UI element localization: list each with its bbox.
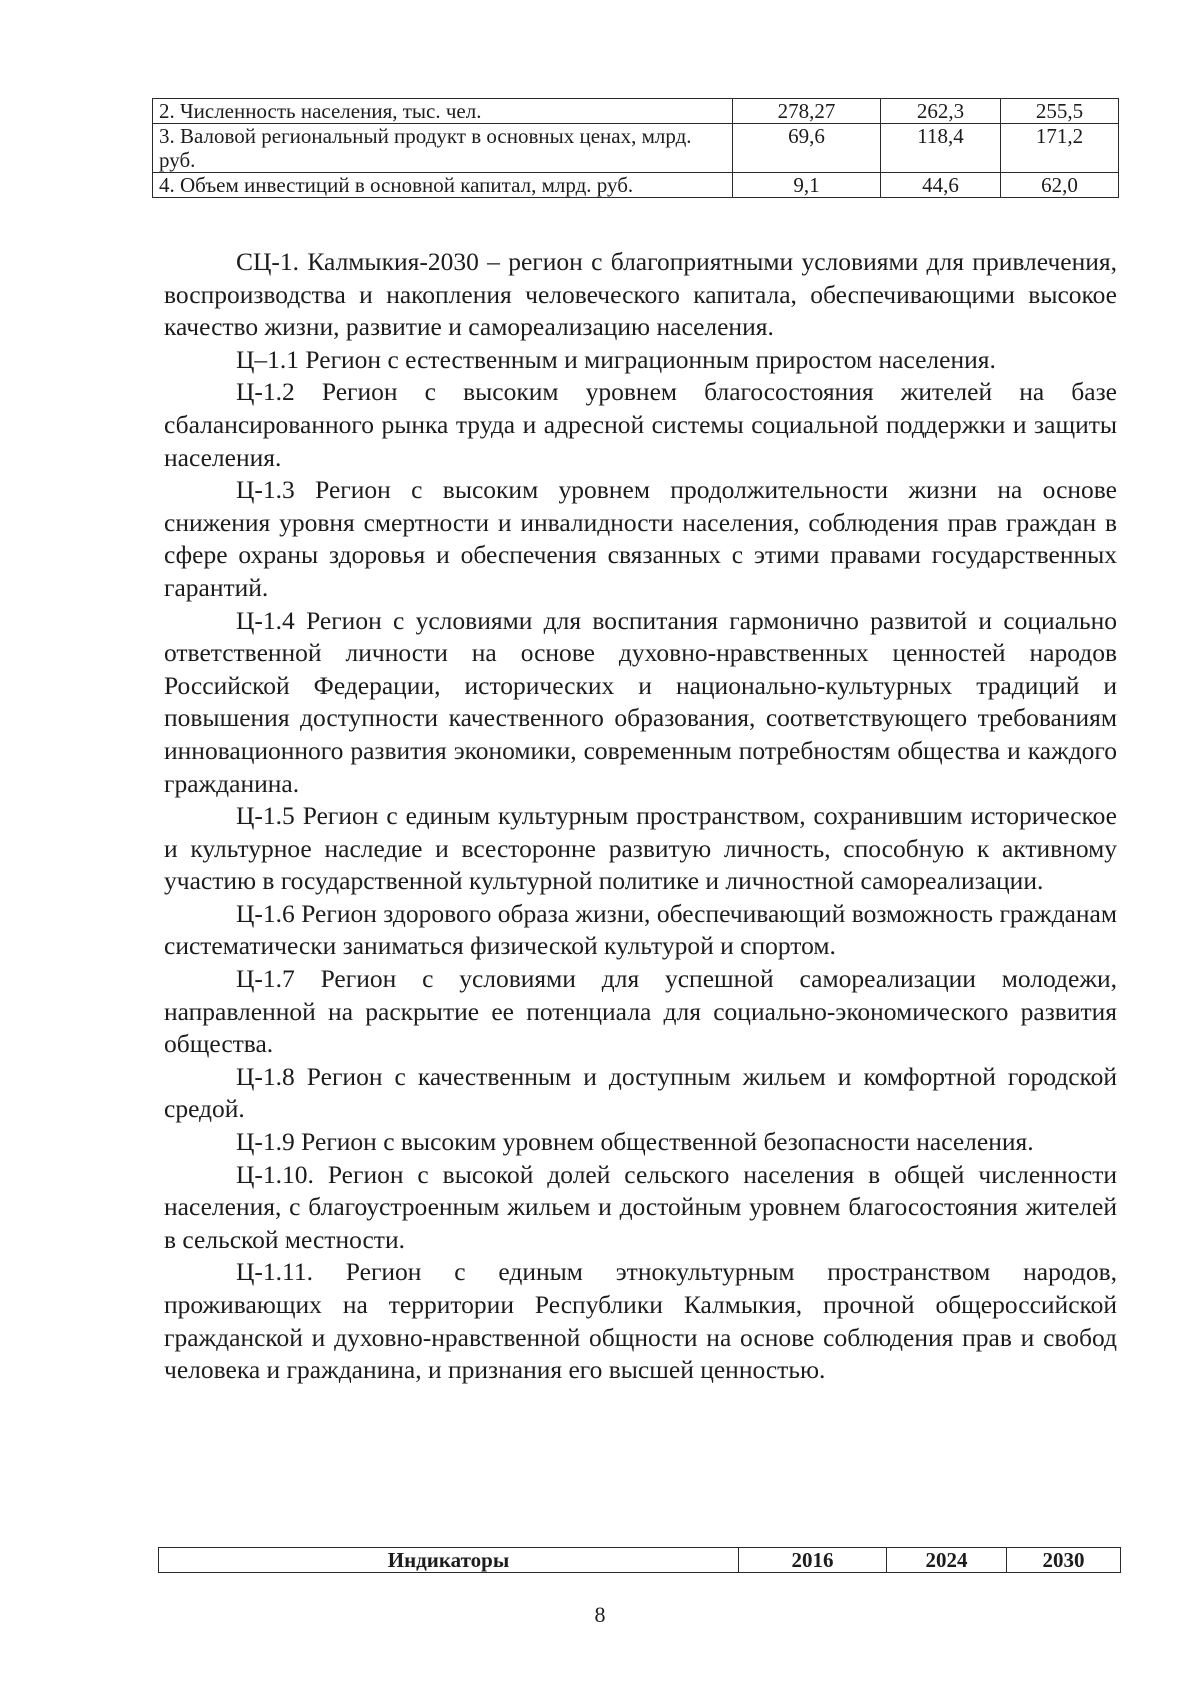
value-2024: 262,3 [881,99,1001,124]
paragraph-c-1-5: Ц-1.5 Регион с единым культурным пространством, сохранившим историческое и культурное наследие и всесторонне развитую личность, способную к активному участию в государственной культурной политике и личностной самореализации. [164,801,1117,896]
header-year-2030: 2030 [1007,1548,1121,1573]
value-2030: 62,0 [1001,173,1119,198]
paragraph-c-1-4: Ц-1.4 Регион с условиями для воспитания гармонично развитой и социально ответственной личности на основе духовно-нравственных ценностей народов Российской Федерации, исторических и национально-культурных традиций и повышения доступности качественного образования, соответствующего требованиям инновационного развития экономики, современным потребностям общества и каждого гражданина. [164,605,1117,798]
value-2024: 44,6 [881,173,1001,198]
value-2016: 9,1 [733,173,881,198]
table-row [153,99,1119,124]
row-label: 3. Валовой региональный продукт в основных ценах, млрд. руб. [153,124,733,173]
paragraph-c-1-1: Ц–1.1 Регион с естественным и миграционным приростом населения. [236,344,996,374]
paragraph-c-1-11: Ц-1.11. Регион с единым этнокультурным пространством народов, проживающих на территории Республики Калмыкия, прочной общероссийской гражданской и духовно-нравственной общности на основе соблюдения прав и свобод человека и гражданина, и признания его высшей ценностью. [164,1257,1117,1385]
value-2030: 255,5 [1001,99,1119,124]
body-text [164,246,1117,1387]
indicators-table-continued [152,98,1119,198]
header-year-2016: 2016 [739,1548,887,1573]
indicators-table-header [158,1547,1121,1573]
row-label: 2. Численность населения, тыс. чел. [153,99,733,124]
table-row [153,124,1119,173]
paragraph-c-1-2: Ц-1.2 Регион с высоким уровнем благосостояния жителей на базе сбалансированного рынка труда и адресной системы социальной поддержки и защиты населения. [164,377,1117,472]
paragraph-c-1-9: Ц-1.9 Регион с высоким уровнем общественной безопасности населения. [236,1127,1034,1157]
value-2016: 69,6 [733,124,881,173]
paragraph-c-1-8: Ц-1.8 Регион с качественным и доступным жильем и комфортной городской средой. [164,1061,1117,1124]
value-2030: 171,2 [1001,124,1119,173]
value-2016: 278,27 [733,99,881,124]
header-year-2024: 2024 [887,1548,1007,1573]
paragraph-c-1-7: Ц-1.7 Регион с условиями для успешной самореализации молодежи, направленной на раскрытие ее потенциала для социально-экономического развития общества. [164,964,1117,1059]
header-indicators: Индикаторы [159,1548,739,1573]
table-row [153,173,1119,198]
paragraph-c-1-3: Ц-1.3 Регион с высоким уровнем продолжительности жизни на основе снижения уровня смертности и инвалидности населения, соблюдения прав граждан в сфере охраны здоровья и обеспечения связанных с этими правами государственных гарантий. [164,475,1117,602]
row-label: 4. Объем инвестиций в основной капитал, млрд. руб. [153,173,733,198]
paragraph-sc-1: СЦ-1. Калмыкия-2030 – регион с благоприятными условиями для привлечения, воспроизводства и накопления человеческого капитала, обеспечивающими высокое качество жизни, развитие и самореализацию населения. [164,247,1117,342]
value-2024: 118,4 [881,124,1001,173]
paragraph-c-1-6: Ц-1.6 Регион здорового образа жизни, обеспечивающий возможность гражданам систематически заниматься физической культурой и спортом. [164,898,1117,961]
paragraph-c-1-10: Ц-1.10. Регион с высокой долей сельского населения в общей численности населения, с благоустроенным жильем и достойным уровнем благосостояния жителей в сельской местности. [164,1159,1117,1254]
table-header-row [159,1548,1121,1573]
page-number: 8 [594,1602,606,1627]
